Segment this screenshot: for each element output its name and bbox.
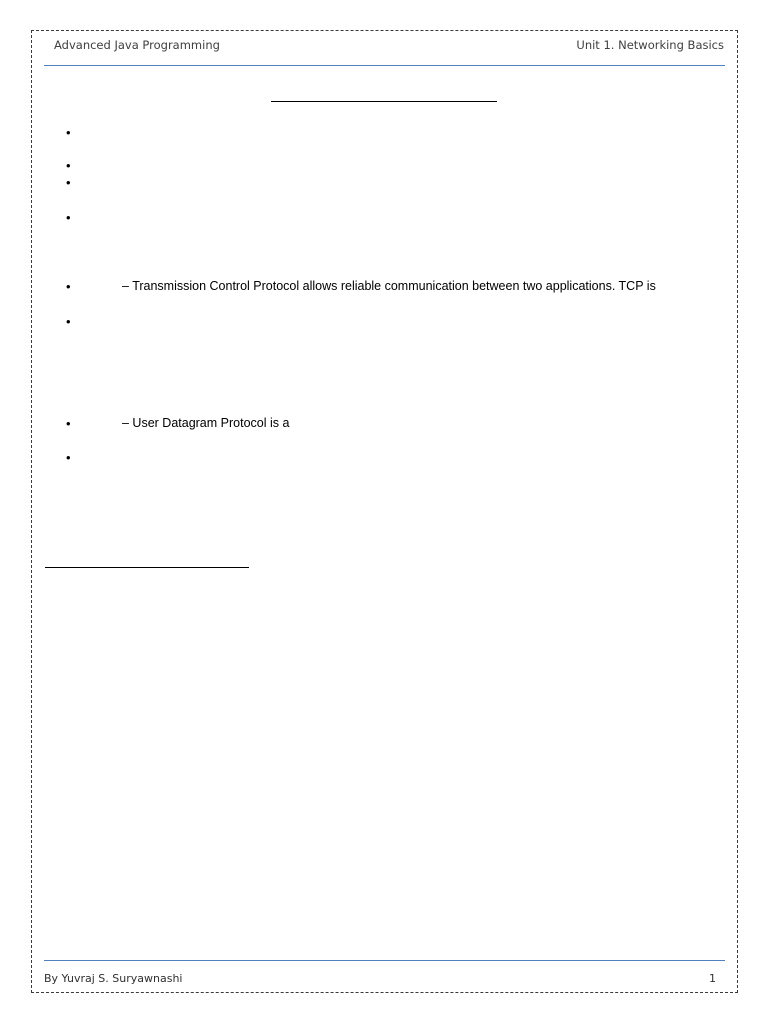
footer-author: By Yuvraj S. Suryawnashi <box>44 972 183 985</box>
bullet-udp: • <box>66 416 71 431</box>
page-footer <box>44 972 716 990</box>
bullet-6: • <box>66 314 71 329</box>
footer-page-number: 1 <box>709 972 716 985</box>
header-rule <box>44 65 725 66</box>
heading-underline <box>271 101 497 102</box>
bullet-8: • <box>66 450 71 465</box>
bullet-1: • <box>66 125 71 140</box>
bullet-tcp: • <box>66 279 71 294</box>
page-border <box>31 30 738 993</box>
bullet-2: • <box>66 158 71 173</box>
header-unit-title: Unit 1. Networking Basics <box>576 38 724 52</box>
page-header <box>44 38 724 58</box>
bullet-3: • <box>66 175 71 190</box>
section-heading-underline <box>45 567 249 568</box>
bullet-4: • <box>66 210 71 225</box>
header-document-title: Advanced Java Programming <box>54 38 220 52</box>
udp-description: – User Datagram Protocol is a <box>122 416 290 430</box>
footer-rule <box>44 960 725 961</box>
tcp-description: – Transmission Control Protocol allows reliable communication between two applications. TCP is <box>122 279 656 293</box>
